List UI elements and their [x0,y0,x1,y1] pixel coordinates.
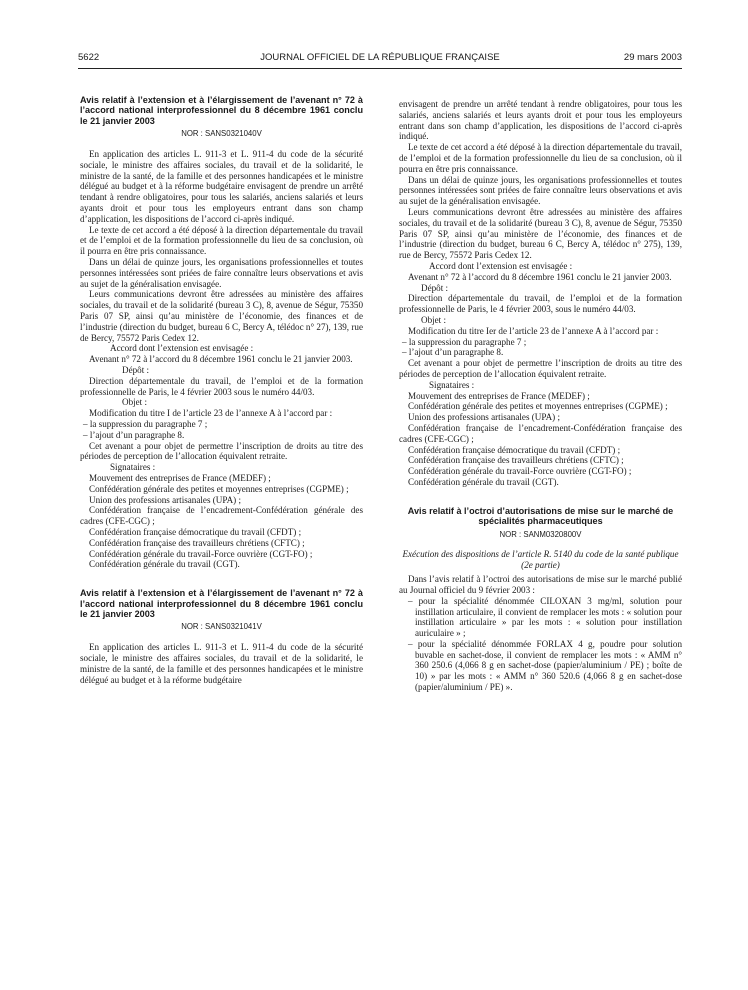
notice1-accord-text: Avenant n° 72 à l’accord du 8 décembre 1961 conclu le 21 janvier 2003. [89,354,353,365]
notice2-signataire: Confédération française démocratique du travail (CFDT) ; [408,444,621,455]
notice3-nor: NOR : SANM0320800V [499,529,582,539]
notice2-signataires-label: Signataires : [429,379,475,390]
notice2-signataire: Confédération générale des petites et moyennes entreprises (CGPME) ; [408,401,668,412]
notice1-signataire: Confédération française de l’encadrement-Confédération générale des cadres (CFE-CGC) ; [80,505,363,527]
notice2-signataire: Mouvement des entreprises de France (MEDEF) ; [408,390,590,401]
notice2-depot-text: Direction départementale du travail, de l’emploi et de la formation professionnelle de Paris, le 4 février 2003, sous le numéro 44/03. [399,293,682,315]
notice2-signataire: Confédération générale du travail (CGT). [408,476,559,487]
notice2-para1: En application des articles L. 911-3 et L. 911-4 du code de la sécurité sociale, le ministre des affaires sociales, du travail et de la solidarité, le ministre de la santé, de la famille et des personnes handicapées et le ministre délégué au budget et à la réforme budgétaire [80,642,363,685]
notice2-objet-text: Modification du titre Ier de l’article 23 de l’annexe A à l’accord par : [408,325,659,336]
notice1-para2: Le texte de cet accord a été déposé à la direction départementale du travail et de l’emploi et de la formation professionnelle du lieu de sa conclusion, où il pourra en être pris connaissance. [80,224,363,257]
notice2-avenant-text: Cet avenant a pour objet de permettre l’inscription de droits au titre des périodes de perception de l’allocation équivalent retraite. [399,358,682,379]
notice1-signataires-label: Signataires : [110,462,156,473]
notice1-objet-item: – l’ajout d’un paragraphe 8. [83,429,185,440]
notice2-para4: Leurs communications devront être adressées au ministère des affaires sociales, du travail et de la solidarité (bureau 3 C), 8, avenue de Ségur, 75350 Paris 07 SP, ainsi qu’au ministère de l’économie, des finances et de l’industrie (direction du budget, bureau 6 C, Bercy A, télédoc n° 275), 139, rue de Bercy, 75572 Paris Cedex 12. [399,206,682,261]
notice1-title: Avis relatif à l’extension et à l’élargissement de l’avenant n° 72 à l’accord national interprofessionnel du 8 décembre 1961 conclu le 21 janvier 2003 [80,95,363,126]
journal-title: JOURNAL OFFICIEL DE LA RÉPUBLIQUE FRANÇAISE [260,52,500,63]
notice1-signataire: Union des professions artisanales (UPA) ; [89,494,241,505]
notice1-signataire: Confédération française des travailleurs chrétiens (CFTC) ; [89,537,305,548]
notice2-objet-label: Objet : [421,314,447,325]
notice1-signataire: Confédération générale du travail-Force ouvrière (CGT-FO) ; [89,548,313,559]
notice2-signataire: Confédération générale du travail-Force ouvrière (CGT-FO) ; [408,466,632,477]
header-rule [78,68,682,69]
notice2-para2: Le texte de cet accord a été déposé à la direction départementale du travail, de l’emploi et de la formation professionnelle du lieu de sa conclusion, où il pourra en être pris connaissance. [399,142,682,174]
notice1-para4: Leurs communications devront être adressées au ministère des affaires sociales, du travail et de la solidarité (bureau 3 C), 8, avenue de Ségur, 75350 Paris 07 SP, ainsi qu’au ministère de l’économie, des finances et de l’industrie (direction du budget, bureau 6 C, Bercy A, télédoc n° 27), 139, rue de Bercy, 75572 Paris Cedex 12. [80,289,363,343]
notice2-nor: NOR : SANS0321041V [181,622,262,632]
notice1-objet-label: Objet : [122,397,148,408]
left-column [80,95,363,685]
issue-date: 29 mars 2003 [623,52,682,63]
notice2-signataire: Union des professions artisanales (UPA) ; [408,412,560,423]
notice2-title: Avis relatif à l’extension et à l’élargissement de l’avenant n° 72 à l’accord national interprofessionnel du 8 décembre 1961 conclu le 21 janvier 2003 [80,588,363,619]
notice1-depot-text: Direction départementale du travail, de l’emploi et de la formation professionnelle de Paris, le 4 février 2003 sous le numéro 44/03. [80,375,363,397]
notice1-avenant-text: Cet avenant a pour objet de permettre l’inscription de droits au titre des périodes de perception de l’allocation équivalent retraite. [80,440,363,462]
right-column [399,99,682,693]
notice2-signataire: Confédération française de l’encadrement-Confédération française des cadres (CFE-CGC) ; [399,422,682,444]
notice1-objet-text: Modification du titre I de l’article 23 de l’annexe A à l’accord par : [89,408,333,419]
notice3-intro: Dans l’avis relatif à l’octroi des autorisations de mise sur le marché publié au Journal officiel du 9 février 2003 : [399,574,682,595]
notice1-para1: En application des articles L. 911-3 et L. 911-4 du code de la sécurité sociale, le ministre des affaires sociales, du travail et de la solidarité, le ministre de la santé, de la famille et des personnes handicapées et le ministre délégué au budget et à la réforme budgétaire envisagent de prendre un arrêté tendant à rendre obligatoires, pour tous les salariés, anciens salariés et leurs ayants droit et pour tous les employeurs entrant dans son champ d’application, les dispositions de l’accord ci-après indiqué. [80,149,363,224]
notice2-objet-item: – l’ajout d’un paragraphe 8. [402,347,504,358]
notice3-item: – pour la spécialité dénommée FORLAX 4 g, poudre pour solution buvable en sachet-dose, il convient de remplacer les mots : « AMM n° 360 250.6 (4,066 8 g en sachet-dose (papier/aluminium / PE) ; boîte de 10) » par les mots : « AMM n° 360 520.6 (4,066 8 g en sachet-dose (papier/aluminium / PE) ». [408,638,682,693]
notice2-accord-text: Avenant n° 72 à l’accord du 8 décembre 1961 conclu le 21 janvier 2003. [408,271,672,282]
notice1-accord-label: Accord dont l’extension est envisagée : [110,343,254,354]
notice2-depot-label: Dépôt : [421,282,449,293]
notice1-signataire: Confédération française démocratique du travail (CFDT) ; [89,526,302,537]
page-number: 5622 [78,52,100,63]
notice1-depot-label: Dépôt : [122,364,150,375]
notice3-subtitle: Exécution des dispositions de l’article R. 5140 du code de la santé publique (2e partie) [402,549,679,570]
notice2-para3: Dans un délai de quinze jours, les organisations professionnelles et toutes personnes intéressées sont priées de faire connaître leurs observations et avis au sujet de la généralisation envisagée. [399,174,682,207]
notice1-para3: Dans un délai de quinze jours, les organisations professionnelles et toutes personnes intéressées sont priées de faire connaître leurs observations et avis au sujet de la généralisation envisagée. [80,256,363,289]
notice2-para1-continued: envisagent de prendre un arrêté tendant à rendre obligatoires, pour tous les salariés, anciens salariés et leurs ayants droit et pour tous les employeurs entrant dans son champ d’application, les dispositions de l’accord ci-après indiqué. [399,99,682,142]
notice3-item: – pour la spécialité dénommée CILOXAN 3 mg/ml, solution pour instillation articulaire, il convient de remplacer les mots : « solution pour instillation articulaire » par les mots : « solution pour instillation auriculaire » ; [408,595,682,639]
notice1-signataire: Confédération générale des petites et moyennes entreprises (CGPME) ; [89,483,349,494]
notice2-signataire: Confédération française des travailleurs chrétiens (CFTC) ; [408,455,624,466]
notice1-objet-item: – la suppression du paragraphe 7 ; [83,418,208,429]
notice2-objet-item: – la suppression du paragraphe 7 ; [402,336,527,347]
page-header [78,52,682,68]
notice2-accord-label: Accord dont l’extension est envisagée : [429,260,573,271]
notice1-nor: NOR : SANS0321040V [181,129,262,139]
notice1-signataire: Confédération générale du travail (CGT). [89,559,240,570]
notice1-signataire: Mouvement des entreprises de France (MEDEF) ; [89,472,271,483]
notice3-title: Avis relatif à l’octroi d’autorisations de mise sur le marché de spécialités pharmaceutiques [407,505,674,527]
